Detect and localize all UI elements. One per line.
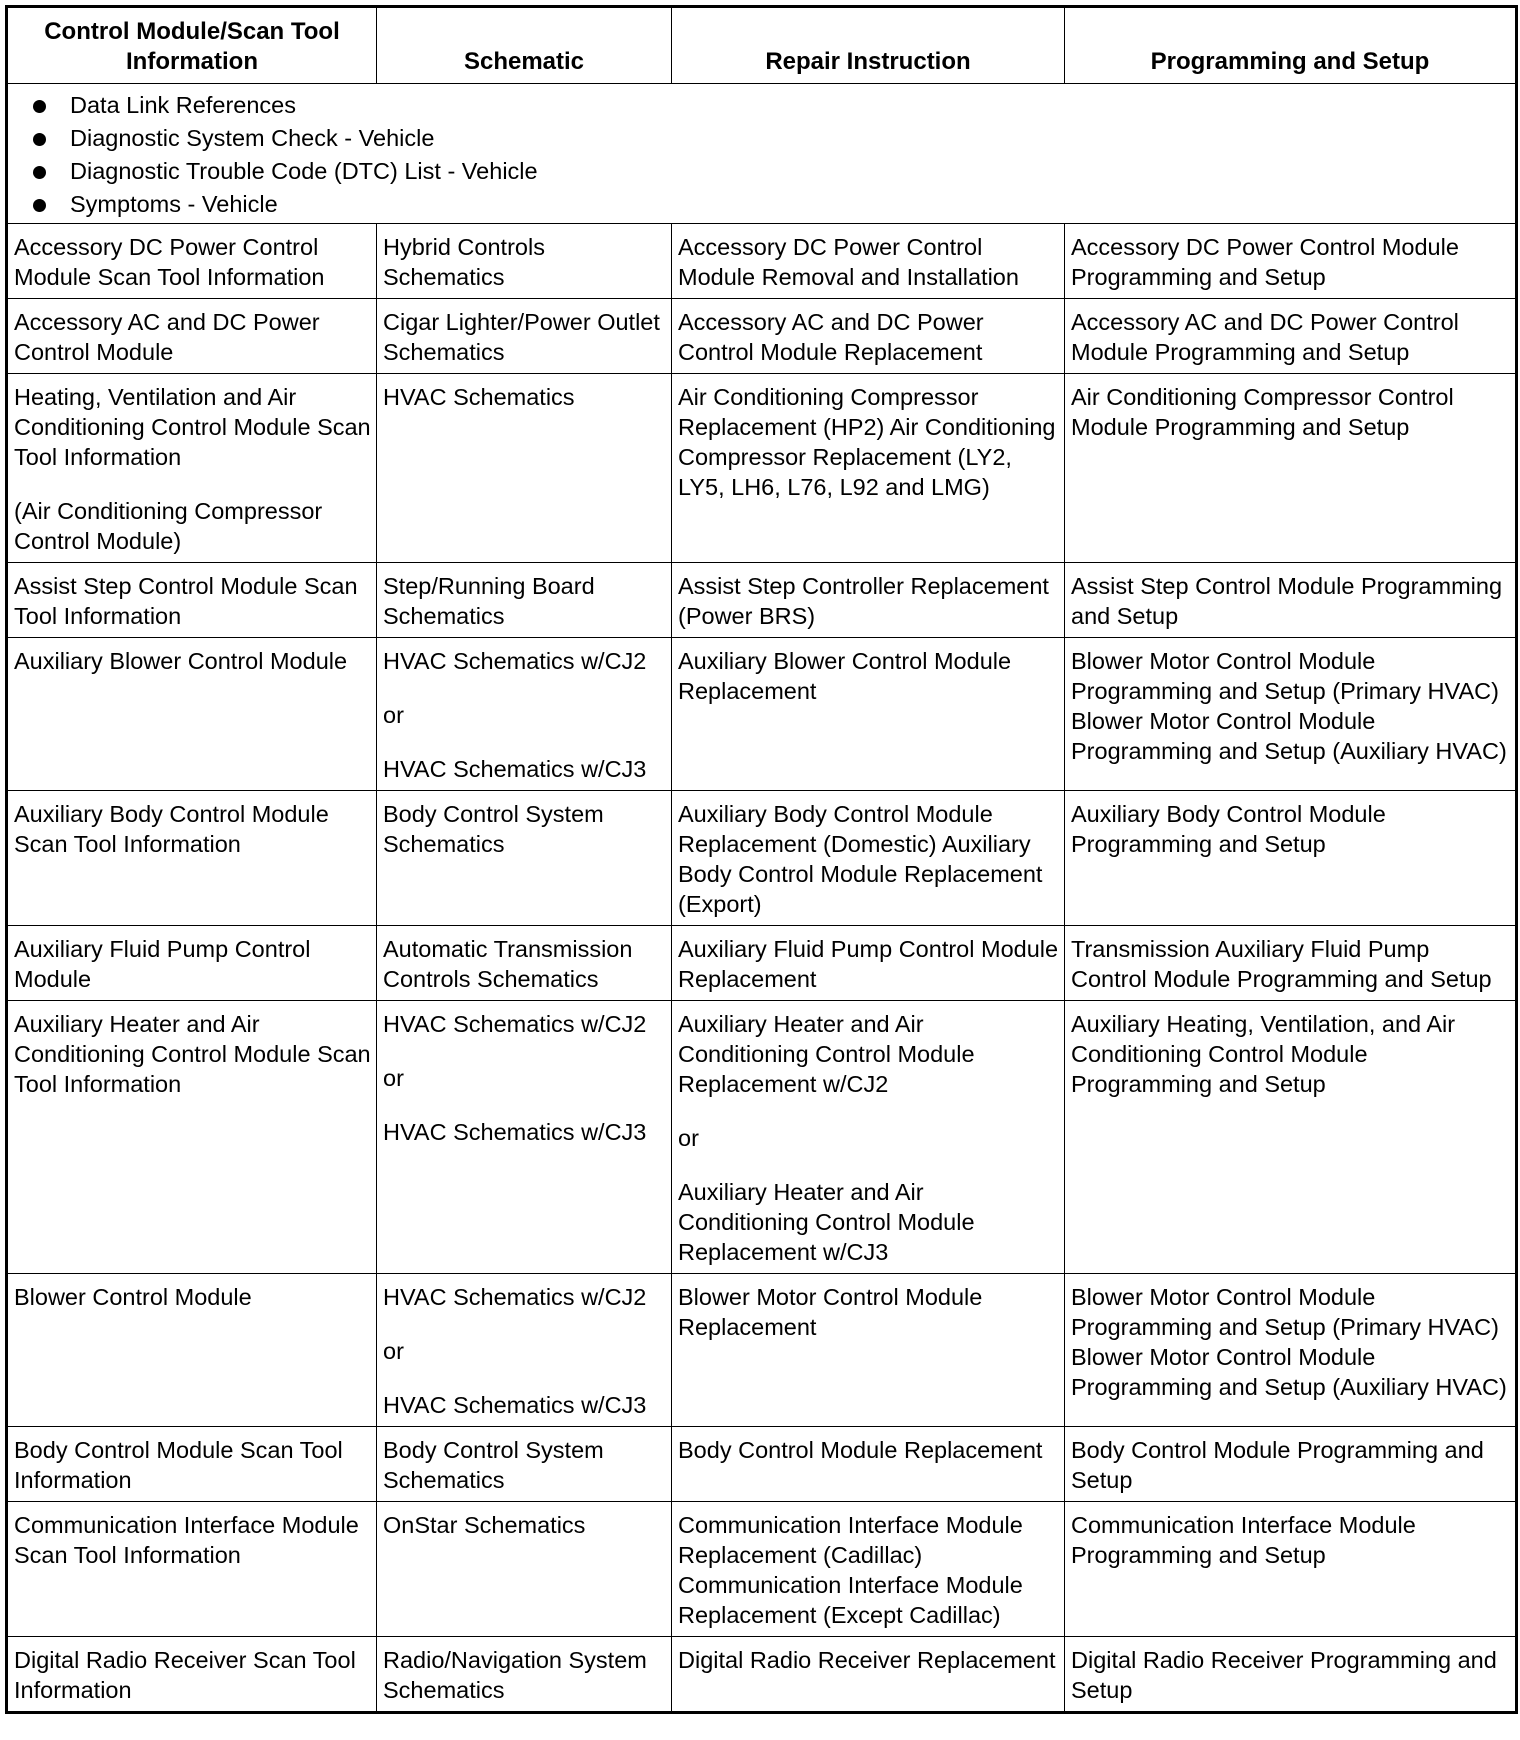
repair-cell bbox=[672, 224, 1065, 299]
module-link[interactable]: Auxiliary Blower Control Module bbox=[14, 648, 348, 674]
table-row bbox=[7, 1502, 1517, 1637]
module-link[interactable]: Assist Step Control Module Scan Tool Information bbox=[14, 573, 358, 629]
table-row bbox=[7, 374, 1517, 563]
header-repair: Repair Instruction bbox=[672, 7, 1065, 84]
repair-link[interactable]: Accessory AC and DC Power Control Module Replacement bbox=[678, 309, 984, 365]
programming-link[interactable]: Communication Interface Module Programming and Setup bbox=[1071, 1512, 1416, 1568]
programming-link[interactable]: Digital Radio Receiver Programming and Setup bbox=[1071, 1647, 1497, 1703]
programming-link[interactable]: Auxiliary Body Control Module Programming and Setup bbox=[1071, 801, 1386, 857]
schematic-cell bbox=[377, 1274, 672, 1427]
table-row bbox=[7, 299, 1517, 374]
repair-cell bbox=[672, 791, 1065, 926]
table-row bbox=[7, 1427, 1517, 1502]
repair-link[interactable]: Blower Motor Control Module Replacement bbox=[678, 1284, 983, 1340]
programming-cell bbox=[1065, 299, 1517, 374]
module-cell bbox=[7, 224, 377, 299]
table-row bbox=[7, 1001, 1517, 1274]
schematic-cell bbox=[377, 926, 672, 1001]
schematic-cell bbox=[377, 299, 672, 374]
schematic-link[interactable]: Cigar Lighter/Power Outlet Schematics bbox=[383, 309, 660, 365]
repair-link[interactable]: Auxiliary Heater and Air Conditioning Control Module Replacement w/CJ2 bbox=[678, 1011, 975, 1097]
module-cell bbox=[7, 299, 377, 374]
programming-link[interactable]: Accessory AC and DC Power Control Module Programming and Setup bbox=[1071, 309, 1459, 365]
schematic-cell bbox=[377, 1001, 672, 1274]
programming-link[interactable]: Auxiliary Heating, Ventilation, and Air Conditioning Control Module Programming and Setup bbox=[1071, 1011, 1456, 1097]
table-row bbox=[7, 926, 1517, 1001]
programming-cell bbox=[1065, 1637, 1517, 1713]
references-list bbox=[8, 84, 1515, 223]
repair-cell bbox=[672, 1001, 1065, 1274]
header-module: Control Module/Scan Tool Information bbox=[7, 7, 377, 84]
programming-cell bbox=[1065, 1001, 1517, 1274]
module-cell bbox=[7, 1001, 377, 1274]
or-separator: or bbox=[383, 1065, 404, 1091]
repair-cell bbox=[672, 1637, 1065, 1713]
schematic-cell bbox=[377, 1427, 672, 1502]
repair-cell bbox=[672, 299, 1065, 374]
repair-link[interactable]: Air Conditioning Compressor Replacement (HP2) Air Conditioning Compressor Replacement (LY2, LY5, LH6, L76, L92 and LMG) bbox=[678, 384, 1056, 500]
schematic-link[interactable]: Step/Running Board Schematics bbox=[383, 573, 595, 629]
table-row bbox=[7, 1637, 1517, 1713]
table-row bbox=[7, 224, 1517, 299]
repair-link[interactable]: Digital Radio Receiver Replacement bbox=[678, 1647, 1056, 1673]
module-cell bbox=[7, 638, 377, 791]
table-row bbox=[7, 1274, 1517, 1427]
programming-cell bbox=[1065, 638, 1517, 791]
repair-cell bbox=[672, 638, 1065, 791]
module-cell bbox=[7, 374, 377, 563]
or-separator: or bbox=[383, 702, 404, 728]
schematic-link[interactable]: HVAC Schematics w/CJ2 bbox=[383, 648, 647, 674]
module-cell bbox=[7, 563, 377, 638]
programming-cell bbox=[1065, 1502, 1517, 1637]
module-link[interactable]: (Air Conditioning Compressor Control Module) bbox=[14, 498, 323, 554]
module-link[interactable]: Auxiliary Body Control Module Scan Tool Information bbox=[14, 801, 329, 857]
repair-link[interactable]: Accessory DC Power Control Module Removal and Installation bbox=[678, 234, 1019, 290]
or-separator: or bbox=[383, 1338, 404, 1364]
module-cell bbox=[7, 791, 377, 926]
programming-link[interactable]: Transmission Auxiliary Fluid Pump Control Module Programming and Setup bbox=[1071, 936, 1492, 992]
programming-link[interactable]: Air Conditioning Compressor Control Module Programming and Setup bbox=[1071, 384, 1454, 440]
schematic-link[interactable]: Hybrid Controls Schematics bbox=[383, 234, 545, 290]
repair-link[interactable]: Communication Interface Module Replacement (Cadillac) Communication Interface Module Replacement (Except Cadillac) bbox=[678, 1512, 1023, 1628]
module-cell bbox=[7, 1502, 377, 1637]
schematic-link[interactable]: Body Control System Schematics bbox=[383, 801, 604, 857]
schematic-link[interactable]: HVAC Schematics w/CJ2 bbox=[383, 1011, 647, 1037]
repair-cell bbox=[672, 1502, 1065, 1637]
schematic-link[interactable]: HVAC Schematics w/CJ3 bbox=[383, 1119, 647, 1145]
schematic-cell bbox=[377, 1637, 672, 1713]
schematic-link[interactable]: Body Control System Schematics bbox=[383, 1437, 604, 1493]
programming-cell bbox=[1065, 1427, 1517, 1502]
module-link[interactable]: Auxiliary Heater and Air Conditioning Control Module Scan Tool Information bbox=[14, 1011, 371, 1097]
reference-link[interactable]: Symptoms - Vehicle bbox=[28, 188, 1515, 221]
module-link[interactable]: Body Control Module Scan Tool Information bbox=[14, 1437, 343, 1493]
module-link[interactable]: Auxiliary Fluid Pump Control Module bbox=[14, 936, 311, 992]
programming-link[interactable]: Blower Motor Control Module Programming and Setup (Primary HVAC) Blower Motor Control Module Programming and Setup (Auxiliary HVAC) bbox=[1071, 648, 1507, 764]
programming-link[interactable]: Blower Motor Control Module Programming and Setup (Primary HVAC) Blower Motor Control Module Programming and Setup (Auxiliary HVAC) bbox=[1071, 1284, 1507, 1400]
repair-link[interactable]: Auxiliary Body Control Module Replacement (Domestic) Auxiliary Body Control Module Replacement (Export) bbox=[678, 801, 1043, 917]
module-link[interactable]: Accessory DC Power Control Module Scan Tool Information bbox=[14, 234, 325, 290]
schematic-cell bbox=[377, 563, 672, 638]
references-row bbox=[7, 84, 1517, 224]
repair-cell bbox=[672, 926, 1065, 1001]
schematic-cell bbox=[377, 1502, 672, 1637]
programming-link[interactable]: Assist Step Control Module Programming and Setup bbox=[1071, 573, 1503, 629]
schematic-link[interactable]: HVAC Schematics bbox=[383, 384, 575, 410]
programming-cell bbox=[1065, 563, 1517, 638]
schematic-cell bbox=[377, 224, 672, 299]
module-reference-table bbox=[5, 5, 1518, 1714]
schematic-link[interactable]: Radio/Navigation System Schematics bbox=[383, 1647, 647, 1703]
repair-link[interactable]: Auxiliary Heater and Air Conditioning Control Module Replacement w/CJ3 bbox=[678, 1179, 975, 1265]
repair-cell bbox=[672, 1427, 1065, 1502]
header-programming: Programming and Setup bbox=[1065, 7, 1517, 84]
repair-link[interactable]: Auxiliary Fluid Pump Control Module Replacement bbox=[678, 936, 1059, 992]
module-link[interactable]: Communication Interface Module Scan Tool Information bbox=[14, 1512, 359, 1568]
programming-link[interactable]: Body Control Module Programming and Setup bbox=[1071, 1437, 1484, 1493]
repair-cell bbox=[672, 563, 1065, 638]
module-link[interactable]: Accessory AC and DC Power Control Module bbox=[14, 309, 320, 365]
table-row bbox=[7, 791, 1517, 926]
reference-link[interactable]: Diagnostic Trouble Code (DTC) List - Vehicle bbox=[28, 155, 1515, 188]
repair-link[interactable]: Assist Step Controller Replacement (Power BRS) bbox=[678, 573, 1049, 629]
or-separator: or bbox=[678, 1125, 699, 1151]
schematic-link[interactable]: OnStar Schematics bbox=[383, 1512, 586, 1538]
reference-link[interactable]: Diagnostic System Check - Vehicle bbox=[28, 122, 1515, 155]
schematic-cell bbox=[377, 791, 672, 926]
references-cell bbox=[7, 84, 1517, 224]
module-link[interactable]: Digital Radio Receiver Scan Tool Information bbox=[14, 1647, 356, 1703]
module-link[interactable]: Blower Control Module bbox=[14, 1284, 252, 1310]
schematic-cell bbox=[377, 638, 672, 791]
programming-cell bbox=[1065, 1274, 1517, 1427]
module-link[interactable]: Heating, Ventilation and Air Conditioning Control Module Scan Tool Information bbox=[14, 384, 371, 470]
table-row bbox=[7, 563, 1517, 638]
module-reference-table-container bbox=[5, 5, 1515, 1714]
schematic-cell bbox=[377, 374, 672, 563]
programming-cell bbox=[1065, 926, 1517, 1001]
reference-link[interactable]: Data Link References bbox=[28, 89, 1515, 122]
programming-cell bbox=[1065, 224, 1517, 299]
module-cell bbox=[7, 1274, 377, 1427]
header-schematic: Schematic bbox=[377, 7, 672, 84]
table-row bbox=[7, 638, 1517, 791]
repair-cell bbox=[672, 374, 1065, 563]
schematic-link[interactable]: HVAC Schematics w/CJ2 bbox=[383, 1284, 647, 1310]
repair-cell bbox=[672, 1274, 1065, 1427]
schematic-link[interactable]: HVAC Schematics w/CJ3 bbox=[383, 1392, 647, 1418]
repair-link[interactable]: Auxiliary Blower Control Module Replacement bbox=[678, 648, 1012, 704]
programming-cell bbox=[1065, 791, 1517, 926]
schematic-link[interactable]: Automatic Transmission Controls Schematics bbox=[383, 936, 633, 992]
module-cell bbox=[7, 1427, 377, 1502]
module-cell bbox=[7, 926, 377, 1001]
header-row bbox=[7, 7, 1517, 84]
repair-link[interactable]: Body Control Module Replacement bbox=[678, 1437, 1043, 1463]
programming-link[interactable]: Accessory DC Power Control Module Programming and Setup bbox=[1071, 234, 1459, 290]
module-cell bbox=[7, 1637, 377, 1713]
schematic-link[interactable]: HVAC Schematics w/CJ3 bbox=[383, 756, 647, 782]
programming-cell bbox=[1065, 374, 1517, 563]
